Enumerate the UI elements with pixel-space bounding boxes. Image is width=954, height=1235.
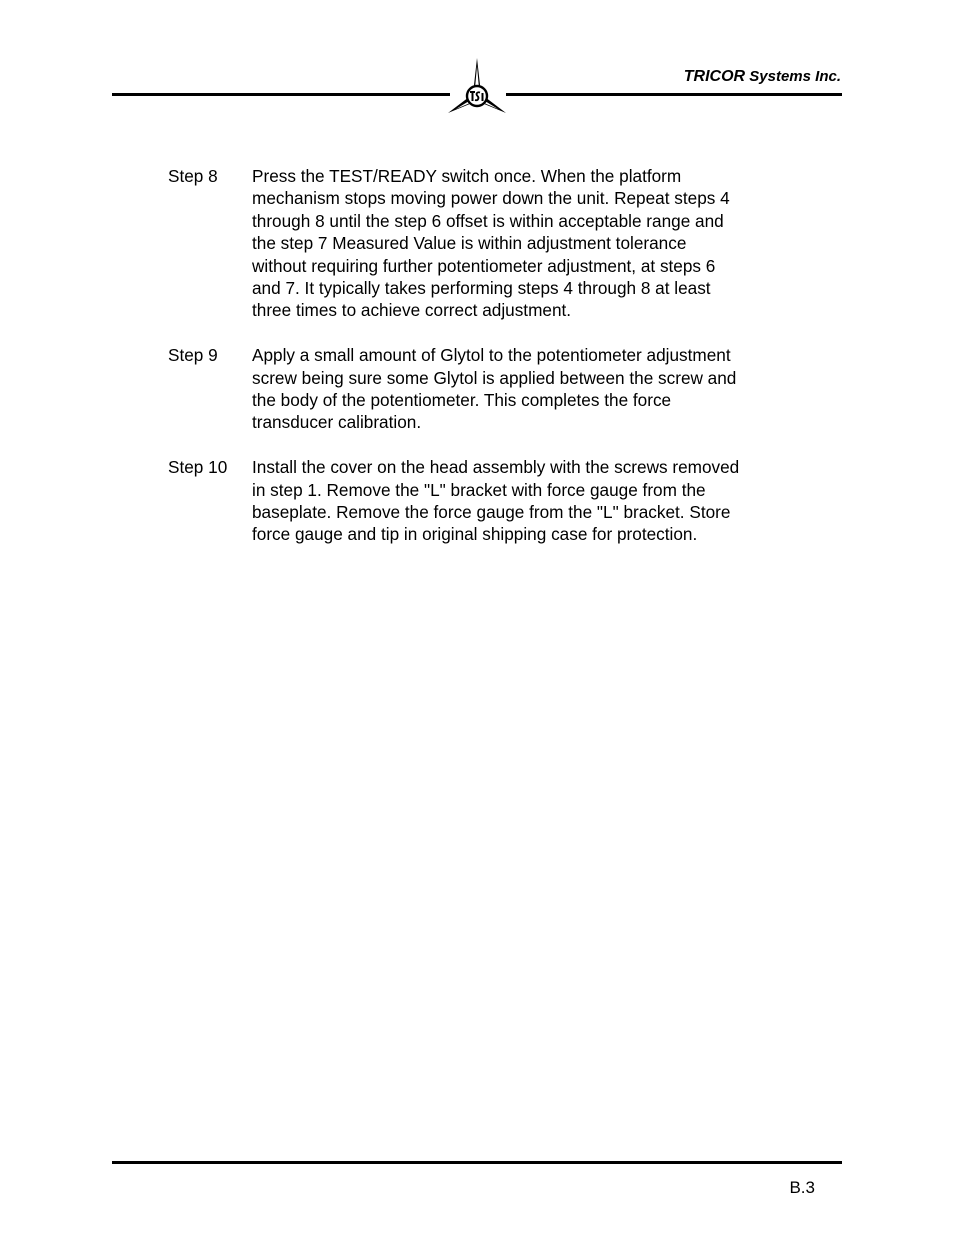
- step-text: Install the cover on the head assembly with the screws removed in step 1. Remove the "L" bracket with force gauge from the baseplate. Remove the force gauge from the "L" bracket. Store force gauge and tip in original shipping case for protection.: [252, 457, 740, 545]
- procedure-steps: [168, 165, 828, 568]
- company-name: [684, 68, 841, 86]
- step-label: Step 8: [168, 166, 218, 186]
- step-text: Apply a small amount of Glytol to the potentiometer adjustment screw being sure some Glytol is applied between the screw and the body of the potentiometer. This completes the force transducer calibration.: [252, 345, 737, 433]
- page-number: B.3: [789, 1178, 815, 1197]
- step-8: [168, 165, 828, 322]
- step-text: Press the TEST/READY switch once. When the platform mechanism stops moving power down the unit. Repeat steps 4 through 8 until the step 6 offset is within acceptable range and the step 7 Measured Value is within adjustment tolerance without requiring further potentiometer adjustment, at steps 6 and 7. It typically takes performing steps 4 through 8 at least three times to achieve correct adjustment.: [252, 166, 730, 321]
- header-rule-right: [506, 93, 842, 96]
- header-rule-left: [112, 93, 450, 96]
- step-9: [168, 344, 828, 434]
- step-label: Step 10: [168, 457, 228, 478]
- tricor-tsi-logo-icon: [444, 56, 510, 116]
- footer-rule: [112, 1161, 842, 1164]
- step-label: Step 9: [168, 345, 218, 366]
- company-brand: TRICOR: [683, 68, 746, 85]
- step-10: [168, 456, 828, 546]
- company-suffix: Systems Inc.: [745, 68, 841, 85]
